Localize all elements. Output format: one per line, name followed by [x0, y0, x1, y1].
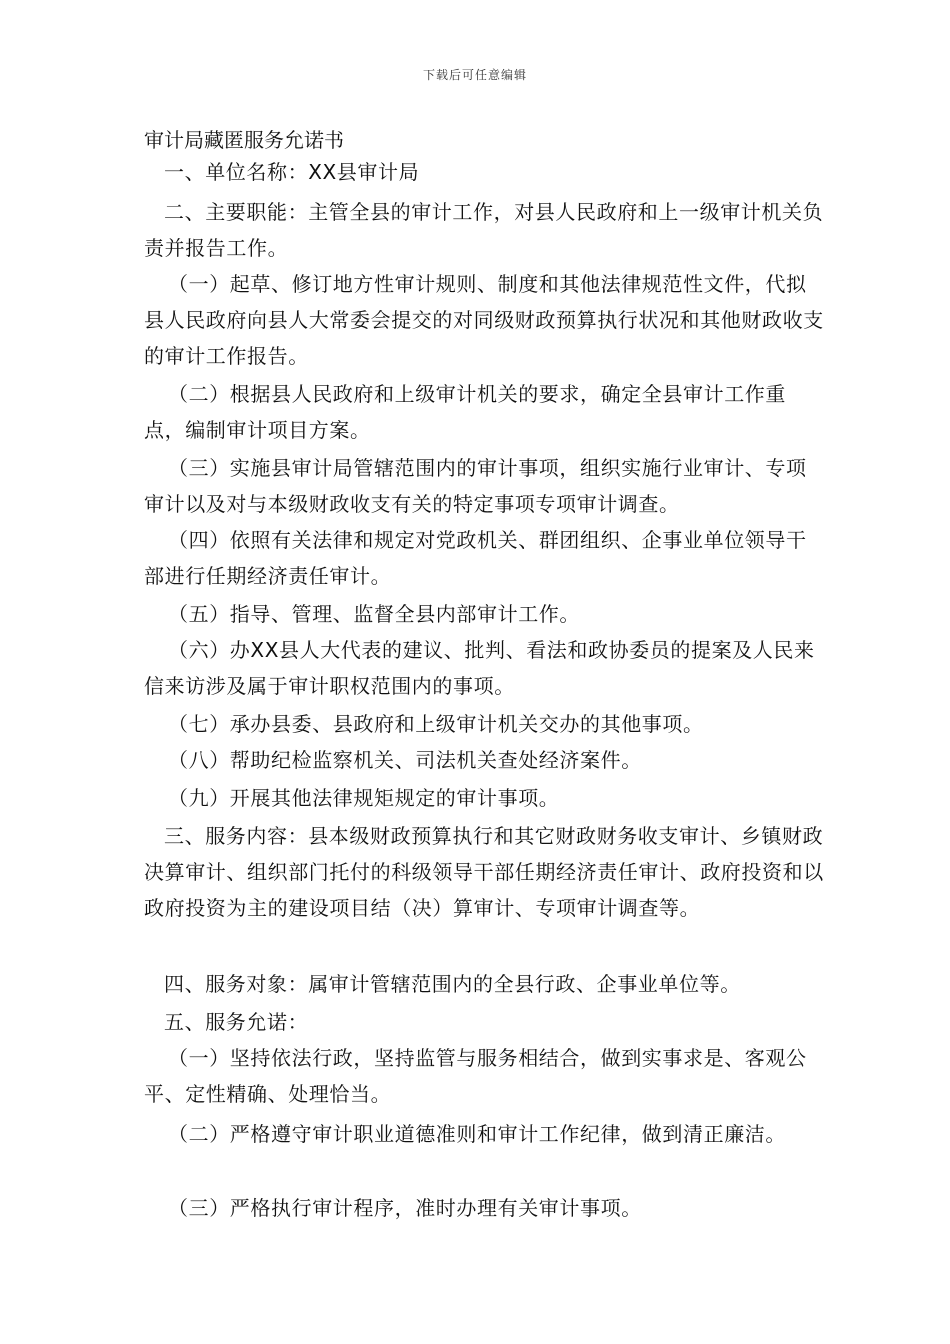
paragraph-commitment-2: （二）严格遵守审计职业道德准则和审计工作纪律，做到清正廉洁。 [168, 1122, 786, 1146]
paragraph-function-4: （四）依照有关法律和规定对党政机关、群团组织、企事业单位领导干部进行任期经济责任审计。 [144, 528, 807, 588]
paragraph-unit-name: 一、单位名称：XX县审计局 [164, 160, 420, 184]
paragraph-function-9: （九）开展其他法律规矩规定的审计事项。 [168, 786, 560, 810]
paragraph-commitment-1: （一）坚持依法行政，坚持监管与服务相结合，做到实事求是、客观公平、定性精确、处理恰当。 [144, 1046, 807, 1106]
paragraph-main-functions: 二、主要职能：主管全县的审计工作，对县人民政府和上一级审计机关负责并报告工作。 [144, 200, 824, 260]
paragraph-function-1: （一）起草、修订地方性审计规则、制度和其他法律规范性文件，代拟县人民政府向县人大常委会提交的对同级财政预算执行状况和其他财政收支的审计工作报告。 [144, 272, 824, 368]
paragraph-service-commitment: 五、服务允诺： [164, 1010, 309, 1034]
paragraph-function-6: （六）办XX县人大代表的建议、批判、看法和政协委员的提案及人民来信来访涉及属于审计职权范围内的事项。 [144, 638, 815, 698]
paragraph-function-8: （八）帮助纪检监察机关、司法机关查处经济案件。 [168, 748, 642, 772]
paragraph-function-5: （五）指导、管理、监督全县内部审计工作。 [168, 602, 580, 626]
paragraph-function-2: （二）根据县人民政府和上级审计机关的要求，确定全县审计工作重点，编制审计项目方案。 [144, 382, 786, 442]
paragraph-commitment-3: （三）严格执行审计程序，准时办理有关审计事项。 [168, 1196, 642, 1220]
header-note: 下载后可任意编辑 [422, 68, 527, 82]
paragraph-service-target: 四、服务对象：属审计管辖范围内的全县行政、企事业单位等。 [164, 972, 741, 996]
paragraph-function-3: （三）实施县审计局管辖范围内的审计事项，组织实施行业审计、专项审计以及对与本级财政收支有关的特定事项专项审计调查。 [144, 456, 807, 516]
paragraph-function-7: （七）承办县委、县政府和上级审计机关交办的其他事项。 [168, 712, 704, 736]
paragraph-service-content: 三、服务内容：县本级财政预算执行和其它财政财务收支审计、乡镇财政决算审计、组织部门托付的科级领导干部任期经济责任审计、政府投资和以政府投资为主的建设项目结（决）算审计、专项审计调查等。 [144, 824, 824, 920]
document-title: 审计局藏匿服务允诺书 [144, 128, 344, 152]
